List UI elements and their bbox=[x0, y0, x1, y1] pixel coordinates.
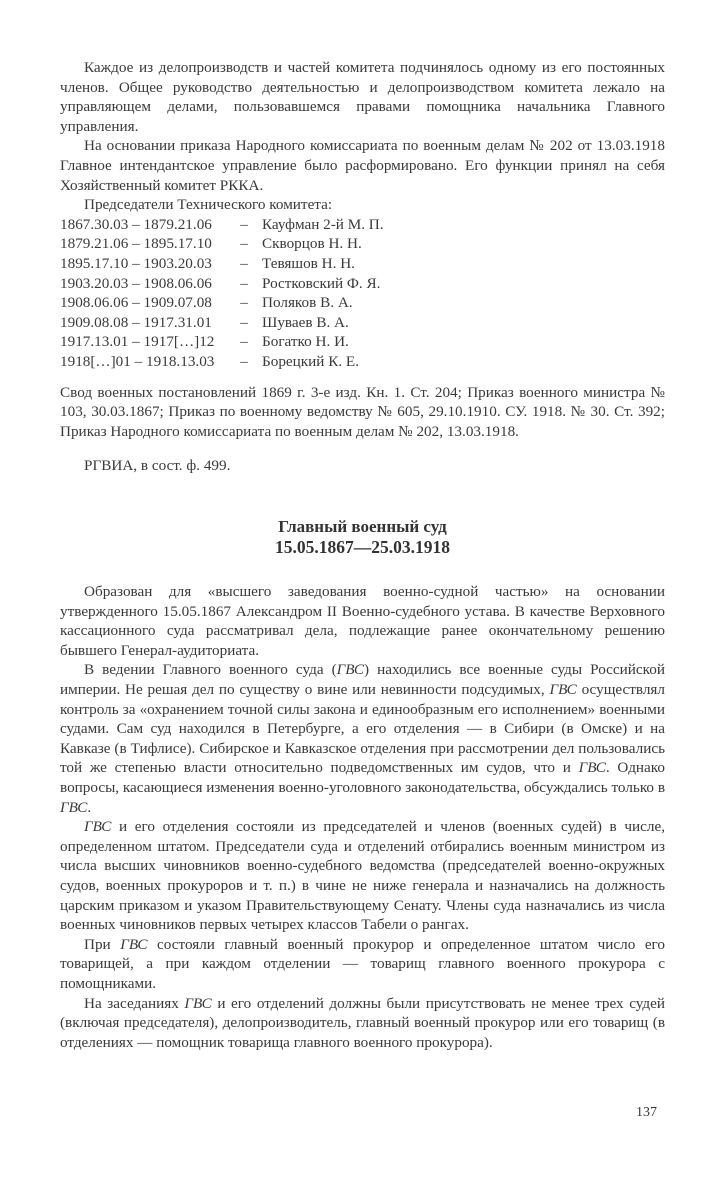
chairman-entry bbox=[60, 313, 665, 333]
chairman-name: Ростковский Ф. Я. bbox=[262, 274, 381, 292]
chairman-dates: 1867.30.03 – 1879.21.06 bbox=[60, 215, 212, 233]
chairman-entry bbox=[60, 234, 665, 254]
dash: – bbox=[240, 274, 248, 292]
text-run: состояли главный военный прокурор и определенное штатом число его товарищей, а при каждом отделении — товарищ главного военного прокурора с помощниками. bbox=[60, 935, 665, 992]
chairman-entry bbox=[60, 254, 665, 274]
chairman-dates: 1918[…]01 – 1918.13.03 bbox=[60, 352, 215, 370]
chairman-dates: 1879.21.06 – 1895.17.10 bbox=[60, 235, 212, 253]
text-run: осуществлял контроль за «охранением точной силы закона и единообразным его исполнением» военными судами. Сам суд находился в Петербурге, а его отделения — в Сибири (в Омске) и на Кавказе (в Тифлисе). Сибирское и Кавказское отделения при рассмотрении дел пользовались той же степенью власти относительно подведомственных им судов, что и bbox=[60, 681, 665, 777]
section-paragraph bbox=[60, 817, 665, 935]
archive-reference: РГВИА, в сост. ф. 499. bbox=[84, 457, 231, 475]
dash: – bbox=[240, 254, 248, 272]
text-run: . Однако вопросы, касающиеся изменения военно-уголовного законодательства, обсуждались только в bbox=[60, 759, 665, 796]
abbreviation-gvs: ГВС bbox=[60, 798, 88, 816]
chairman-dates: 1908.06.06 – 1909.07.08 bbox=[60, 294, 212, 312]
abbreviation-gvs: ГВС bbox=[578, 759, 606, 777]
sources-citation: Свод военных постановлений 1869 г. 3-е изд. Кн. 1. Ст. 204; Приказ военного министра № 103, 30.03.1867; Приказ по военному ведомству № 605, 29.10.1910. СУ. 1918. № 30. Ст. 392; Приказ Народного комиссариата по военным делам № 202, 13.03.1918. bbox=[60, 383, 665, 440]
abbreviation-gvs: ГВС bbox=[120, 935, 148, 953]
chairman-name: Шуваев В. А. bbox=[262, 313, 349, 331]
intro-paragraph-2: На основании приказа Народного комиссариата по военным делам № 202 от 13.03.1918 Главное интендантское управление было расформировано. Его функции принял на себя Хозяйственный комитет РККА. bbox=[60, 137, 665, 194]
chairman-dates: 1903.20.03 – 1908.06.06 bbox=[60, 274, 212, 292]
chairman-name: Борецкий К. Е. bbox=[262, 352, 360, 370]
chairman-entry bbox=[60, 332, 665, 352]
dash: – bbox=[240, 294, 248, 312]
dash: – bbox=[240, 313, 248, 331]
text-run: и его отделений должны были присутствовать не менее трех судей (включая председателя), делопроизводитель, главный военный прокурор или его товарищ (в отделениях — помощник товарища главного военного прокурора). bbox=[60, 994, 665, 1051]
abbreviation-gvs: ГВС bbox=[549, 681, 577, 699]
text-run: ) находились все военные суды Российской империи. Не решая дел по существу о вине или невинности подсудимых, bbox=[60, 661, 665, 699]
section-paragraph bbox=[60, 994, 665, 1053]
chairmen-list bbox=[60, 215, 665, 372]
dash: – bbox=[240, 235, 248, 253]
chairman-entry bbox=[60, 215, 665, 235]
intro-paragraph-1: Каждое из делопроизводств и частей комитета подчинялось одному из его постоянных членов. Общее руководство деятельностью и делопроизводством комитета лежало на управляющем делами, пользовавшемся правами помощника начальника Главного управления. bbox=[60, 59, 665, 135]
section-heading bbox=[60, 516, 665, 558]
chairman-name: Поляков В. А. bbox=[262, 294, 353, 312]
section-paragraph bbox=[60, 935, 665, 994]
chairman-dates: 1895.17.10 – 1903.20.03 bbox=[60, 254, 212, 272]
text-run: Образован для «высшего заведования военно-судной частью» на основании утвержденного 15.05.1867 Александром II Военно-судебного устава. В качестве Верховного кассационного суда рассматривал дела, подлежащие ранее окончательному решению бывшего Генерал-аудиториата. bbox=[60, 583, 665, 659]
text-run: В ведении Главного военного суда ( bbox=[84, 661, 337, 679]
abbreviation-gvs: ГВС bbox=[336, 661, 364, 679]
chairman-name: Кауфман 2-й М. П. bbox=[262, 215, 384, 233]
dash: – bbox=[240, 352, 248, 370]
text-run: На заседаниях bbox=[84, 994, 185, 1012]
chairman-name: Богатко Н. И. bbox=[262, 333, 349, 351]
chairman-entry bbox=[60, 352, 665, 372]
text-run: При bbox=[84, 935, 121, 953]
abbreviation-gvs: ГВС bbox=[84, 818, 112, 836]
chairman-name: Скворцов Н. Н. bbox=[262, 235, 362, 253]
chairman-dates: 1917.13.01 – 1917[…]12 bbox=[60, 333, 215, 351]
chairman-entry bbox=[60, 293, 665, 313]
abbreviation-gvs: ГВС bbox=[184, 994, 212, 1012]
document-page bbox=[60, 58, 665, 1052]
section-title: Главный военный суд bbox=[278, 517, 447, 537]
section-paragraph bbox=[60, 660, 665, 817]
section-paragraph bbox=[60, 582, 665, 660]
dash: – bbox=[240, 333, 248, 351]
page-number: 137 bbox=[636, 1105, 657, 1120]
chairman-entry bbox=[60, 274, 665, 294]
section-dates: 15.05.1867—25.03.1918 bbox=[275, 537, 450, 558]
chairmen-heading: Председатели Технического комитета: bbox=[84, 196, 333, 214]
text-run: . bbox=[87, 798, 92, 816]
section-body bbox=[60, 582, 665, 1052]
dash: – bbox=[240, 215, 248, 233]
chairman-name: Тевяшов Н. Н. bbox=[262, 254, 355, 272]
text-run: и его отделения состояли из председателей и членов (военных судей) в числе, определенном штатом. Председатели суда и отделений отбирались военным министром из числа высших чиновников военно-судебного ведомства (председателей военно-окружных судов, военных прокуроров и т. п.) в чине не ниже генерала и назначались на должность царским приказом и указом Правительствующему Сенату. Члены суда назначались из числа военных чиновников первых четырех классов Табели о рангах. bbox=[60, 818, 665, 934]
chairman-dates: 1909.08.08 – 1917.31.01 bbox=[60, 313, 212, 331]
